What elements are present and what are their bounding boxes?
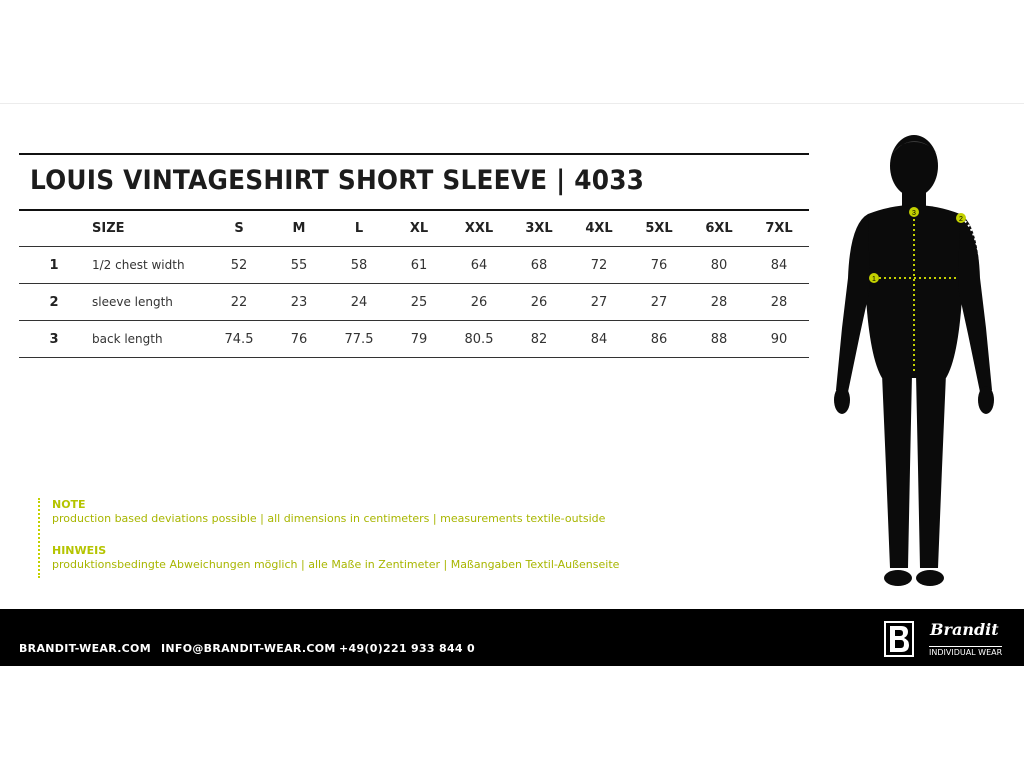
table-cell: 52 bbox=[209, 247, 269, 284]
table-cell: 23 bbox=[269, 284, 329, 321]
header-cell-xl: XL bbox=[389, 211, 449, 247]
table-cell: 72 bbox=[569, 247, 629, 284]
table-cell: 68 bbox=[509, 247, 569, 284]
header-cell-s: S bbox=[209, 211, 269, 247]
top-rule bbox=[19, 153, 809, 155]
header-cell-m: M bbox=[269, 211, 329, 247]
table-cell: 61 bbox=[389, 247, 449, 284]
table-cell: 27 bbox=[629, 284, 689, 321]
row-label: back length bbox=[89, 321, 209, 358]
table-cell: 76 bbox=[269, 321, 329, 358]
marker-3-icon bbox=[909, 207, 919, 217]
header-cell-xxl: XXL bbox=[449, 211, 509, 247]
table-cell: 27 bbox=[569, 284, 629, 321]
table-cell: 79 bbox=[389, 321, 449, 358]
table-cell: 22 bbox=[209, 284, 269, 321]
marker-2-icon bbox=[956, 213, 966, 223]
svg-text:3: 3 bbox=[912, 210, 916, 217]
brand-logo-text: Brandit bbox=[930, 620, 999, 639]
table-cell: 90 bbox=[749, 321, 809, 358]
table-header-row bbox=[19, 211, 809, 247]
header-cell-l: L bbox=[329, 211, 389, 247]
table-cell: 55 bbox=[269, 247, 329, 284]
row-number: 1 bbox=[19, 247, 89, 284]
table-cell: 28 bbox=[689, 284, 749, 321]
note-title: NOTE bbox=[52, 498, 86, 511]
marker-1-icon bbox=[869, 273, 879, 283]
svg-text:1: 1 bbox=[872, 276, 876, 283]
header-cell-3xl: 3XL bbox=[509, 211, 569, 247]
brand-tagline: INDIVIDUAL WEAR bbox=[929, 648, 1003, 657]
table-row bbox=[19, 284, 809, 321]
row-number: 3 bbox=[19, 321, 89, 358]
table-cell: 25 bbox=[389, 284, 449, 321]
svg-text:2: 2 bbox=[959, 216, 963, 223]
table-cell: 84 bbox=[569, 321, 629, 358]
table-cell: 28 bbox=[749, 284, 809, 321]
header-cell-size: SIZE bbox=[89, 211, 209, 247]
table-cell: 26 bbox=[449, 284, 509, 321]
table-cell: 80.5 bbox=[449, 321, 509, 358]
table-cell: 88 bbox=[689, 321, 749, 358]
table-cell: 58 bbox=[329, 247, 389, 284]
hinweis-text: produktionsbedingte Abweichungen möglich | alle Maße in Zentimeter | Maßangaben Textil-Außenseite bbox=[52, 558, 620, 571]
brandit-b-logo-icon bbox=[884, 621, 914, 657]
body-silhouette-figure bbox=[828, 128, 1008, 596]
hinweis-title: HINWEIS bbox=[52, 544, 107, 557]
footer-bar bbox=[0, 609, 1024, 666]
row-label: sleeve length bbox=[89, 284, 209, 321]
header-cell-num bbox=[19, 211, 89, 247]
table-cell: 76 bbox=[629, 247, 689, 284]
notes-block bbox=[38, 498, 619, 578]
table-cell: 26 bbox=[509, 284, 569, 321]
footer-website-link[interactable]: BRANDIT-WEAR.COM bbox=[19, 642, 151, 655]
table-cell: 82 bbox=[509, 321, 569, 358]
table-cell: 80 bbox=[689, 247, 749, 284]
row-label: 1/2 chest width bbox=[89, 247, 209, 284]
footer-phone: +49(0)221 933 844 0 bbox=[339, 642, 475, 655]
table-cell: 77.5 bbox=[329, 321, 389, 358]
header-cell-4xl: 4XL bbox=[569, 211, 629, 247]
row-number: 2 bbox=[19, 284, 89, 321]
table-cell: 74.5 bbox=[209, 321, 269, 358]
header-cell-7xl: 7XL bbox=[749, 211, 809, 247]
header-cell-6xl: 6XL bbox=[689, 211, 749, 247]
note-text: production based deviations possible | all dimensions in centimeters | measurements textile-outside bbox=[52, 512, 606, 525]
header-cell-5xl: 5XL bbox=[629, 211, 689, 247]
table-cell: 64 bbox=[449, 247, 509, 284]
table-cell: 24 bbox=[329, 284, 389, 321]
table-cell: 84 bbox=[749, 247, 809, 284]
table-cell: 86 bbox=[629, 321, 689, 358]
size-table bbox=[19, 211, 809, 358]
footer-email-link[interactable]: INFO@BRANDIT-WEAR.COM bbox=[161, 642, 336, 655]
table-row bbox=[19, 321, 809, 358]
page-title: LOUIS VINTAGESHIRT SHORT SLEEVE | 4033 bbox=[30, 165, 645, 196]
table-row bbox=[19, 247, 809, 284]
